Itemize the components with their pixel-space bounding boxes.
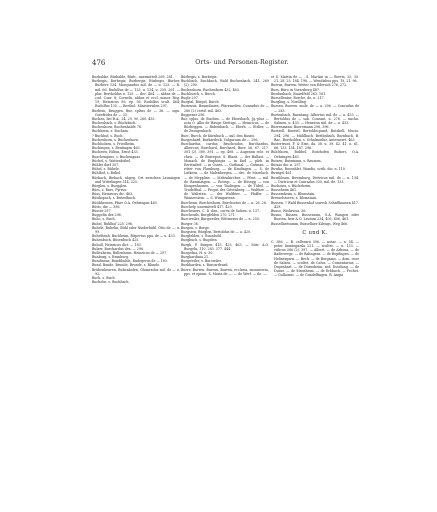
index-entry: Bund, Bunde, Brunde, Brunde, s. Blunde. — [92, 263, 161, 268]
index-entry: Burtzell, Bueriel, Bertoldecpund, Butzkell, Mucia. 294, 296. — Mühlbach, Bettliebach, Bornbach, B. Bar., Bertholden, s. Schalmutlur, Anteraerrt. 463. — [271, 129, 359, 142]
index-entry: Buhelbenh, Buchheim, Bitpertus ppa. de — u. 433. — [92, 234, 176, 239]
index-entry: Buchenw, Hiltun, Ernst 433. — [92, 150, 139, 155]
index-entry: Burs, Büro in Vorariberg 487. — [271, 87, 320, 92]
index-entry: ? Buchhof, s. Buch. — [92, 133, 124, 138]
index-entry: Burgh, P. Burgen 415, 425, 463. — Mitr. A.O. Burgeln, 110. 283. 377. 444. — [181, 242, 269, 251]
index-entry: Burgedna, H. u. 30. — [181, 250, 214, 255]
index-entry: Bresselstoren, s. Blomstain. — [271, 196, 318, 201]
index-entry: Bussemheim, s. Blomstain. — [271, 192, 316, 197]
index-entry: Büsser 297. — [92, 209, 112, 213]
index-entry: Busno, Bussen, Bussenrain, O.A. Wangen oder Bussen, heir A.O. Leutum 234, 405, 406, 461. — [271, 213, 359, 222]
index-entry: Burcweiler, Burgweiler, Wittmerus de — n. 250. — [181, 217, 260, 222]
index-entry: Bussellnetsumm, Bussellaer Kilengs, Weg 466. — [271, 221, 349, 226]
index-entry: Buwiliburn, Buwinburg, Dietricus mil. de — n. 134. — Dietricus et Cunradus 330, mil. de. 133. — [271, 175, 359, 184]
index-entry: Burgling, s. Nordling. — [271, 100, 307, 105]
index-entry: Bucheins, s. Bücheheim. — [271, 183, 312, 188]
index-entry: Burgeshard, Burkardeck, Vulgarium de — 296. — [181, 137, 259, 142]
index-entry: et S. Martin de — , S. Martini in — Brevis, 25, 30. 21. 28. 25. 184. 198. — Wendisbus pps. 19, 21. 96. — [271, 75, 359, 84]
index-entry: Bunburg, s. Branburg. — [92, 255, 129, 260]
index-entry: Burgbuch, s. Bugelen. — [181, 238, 218, 243]
index-entry: Burgweiler, s. Burcwiler. — [181, 259, 222, 264]
index-entry: Burbein, Bruggen, Bur, cpltus de — 36. — sign. Gotefrides de — 33. — [92, 108, 180, 117]
index-entry: Bühler dorf 307. — [92, 162, 120, 167]
index-entry: Bütikheusen, Pfarr O.A. Oehringen 463. — [92, 200, 158, 205]
index-entry: Buggelin dez 296. — [92, 213, 122, 218]
index-entry: Buppener 296. — [181, 112, 206, 117]
index-entry: Burrenmann, Bueremann 296, 396. — [271, 125, 330, 130]
index-entry: Burchely, unermittelt 417. 429. — [181, 204, 233, 209]
index-entry: Burcheners, C. D. den., curva de Salzen. u. 137. — [181, 209, 261, 213]
index-entry: Büraio dio. n. 297. — [271, 162, 302, 167]
index-entry: Buhel, Bühlhof 225, 296. — [92, 221, 134, 226]
index-entry: Bütikopach, s. Butzelbach. — [92, 196, 136, 201]
index-entry: Buchheim, s. Buchain. — [92, 129, 129, 134]
index-entry: Büchel, s. Wattenbühel. — [92, 158, 132, 163]
index-entry: Buhull, Heinricus dict. — 183. — [92, 242, 142, 247]
index-entry: Burgsten, Bürglen, Bertoldus de — u. 420. — [181, 229, 252, 234]
index-entry: Burchardus, cardus, Bruchradus, Burchardus, Albercus, Burchard, Burchard, Burr. 56, 67. 217. 301 (2). 389. 391. — ep. 408. — Augensis ecle. et chris. — de Burrepos. S. Blazii. — der Ballast. — Monach. de Emphingis — in End — pleb. in Eerrinderf. — in Gssen. — Gutlimal. — Gutman. — ritter von Flamburg. — de Kindingen. — S. de Lutkern. — de Malenbergen. — dec. de Marelach. — de Meppline. — Mittenkircher. — Pfrot. — mil. de Rammingen. — Rotrup. — de Rösegg — von Kungenhausen. — von Tauliegen. — de Tübel. — Trudelthal. — Propst des Gittenberg. — Walther. — de Waltsten. — der Walthter. — Pfaffer. — Winnerstein. — S. Wimgartens. — [181, 142, 269, 201]
index-entry: Buchenhorn, Buchenhalde 78. — [92, 125, 142, 130]
page-header — [92, 59, 352, 69]
index-entry: Bussen, ? Wald Bussenhof sowech Schaffhausen 417. 429. — [271, 200, 359, 209]
index-entry: Buwigel 461. — [271, 171, 293, 176]
index-entry: C. 386. — B. cellerarii 396. — notar. — n. 54. — peter Immingarda 221. — scultet. — n. 133. — viilicus 386 (2). 397. — Albert. — de Arbona. — de Baderwege. — de Balingens. — de Bopfingen. — de Helinergarn. — Bech. — de Bergamo. — dom. cure de Salzen. — scultet. de Calva. — Comentarius. — Degenhart. — de Dürnsheim. sed. Esselung. — de Durae. — de Eisenheim. — de Erbbach. — Fechet. — Galhomri. — de Gundelfingen. B. Angia — [271, 239, 359, 278]
index-entry: Buch, s. Buch. — [92, 276, 116, 280]
index-entry: Bundinens, Bundibuhle, Rudegerus de — 183. — [92, 259, 168, 264]
index-entry: Bulchhorn, Bubbel, Butzhofen Bulzeri, O.A. Oehringen 463. — [271, 150, 359, 159]
index-entry: Brübenheuren, Bubenhofen, Ghunradus mil. de — u. 92. — [92, 267, 180, 276]
index-entry: Bürbach, Birbach, abgeg. Ort zwischen Launingen und Wittelingen 314, 325. — [92, 175, 180, 184]
section-heading: C und K. — [302, 229, 328, 236]
index-entry: Bursen, Bueren, mole. de — u. 296. — Conradus de — 283. — [271, 104, 359, 113]
index-entry: Buriensis, Beumdinien, Pfarrmeilen, Cunradus de — 280 (2) certif. mil. 463. — [181, 104, 269, 113]
index-entry: Bürbegis, s. Burbegis. — [181, 75, 218, 79]
index-entry: Burrus, Burren, Weiter von Ederach 276, 272. — [271, 83, 348, 88]
running-title: Orts- und Personen-Register. — [195, 59, 289, 66]
index-entry: Buchholzen, s. Friedheim. — [92, 142, 136, 146]
page-number: 476 — [92, 59, 106, 67]
index-entry: Buhele, Buhelin, Bühl oder Niederbühl, Otto de —, u. 99. — [92, 225, 180, 234]
index-entry: Busso, Wishrious. 36. — [271, 209, 307, 213]
index-entry: Buchenbach, s. Büchibach. — [92, 121, 137, 126]
index-entry: Burkharden, s. Burcardeard. — [181, 263, 229, 268]
index-entry: Buchburch, s. Burch. — [181, 91, 216, 96]
index-entry: Burre, Burren, Burrun, Burren, ecclesia, monasteria, pps. et epium. S. Maria de —. — de Werf. — de. —. — [181, 267, 269, 276]
index-entry: Büss, Heinricus dic. 463. — [92, 192, 134, 197]
index-entry: Buhenbuch, Büsenbuch 425. — [92, 238, 140, 243]
index-entry: Bur, cplus. de Buchen. — de Ebersbach, Jg.-plus — acta Ö. Albo de Hauge Stettigo. — Heinricus. — de Bürbeggen. — Rübenbach. — Eberh. — Ettlier, — de Zweigenbach. — [181, 116, 269, 134]
index-entry: Burdunbach, Buurdfeld 263. 181. — [271, 91, 327, 96]
index-entry: Butzen, Butzmann, s. Baumen. — [271, 158, 322, 163]
index-entry: Buchebe, s. Buchbach. — [92, 280, 130, 285]
index-entry: Burgfelden, s. Buonbold. — [181, 234, 222, 239]
index-entry: Bürs, s. Burs, Pyrrus. — [92, 188, 128, 193]
index-entry: Burtenbach, Buentang, Albertus mil. de — u. 433. — Bertoldus de — sab. Conrant. u. 276. — nacha. Salmen. u. 433. — Henricus mil. de — u. 433. — [271, 112, 359, 126]
index-entry: Buchenhorn, s. Buchenhorn. — [92, 137, 140, 142]
index-entry: Burgtal, Bürgel, Burch. — [181, 100, 220, 105]
index-entry: Buhc, s. Buch. — [92, 217, 116, 222]
index-entry: Bühel, s. Bühele. — [92, 167, 120, 172]
index-entry: Burger 38. — [181, 221, 199, 226]
index-entry: Bütts, die — 396. — [92, 204, 121, 209]
index-entry: Buchingen, s. Bentingen 463. — [92, 146, 141, 151]
index-entry: Burchenn, Burcheshorn, Burchortus de — n. 26. 26. — [181, 200, 267, 205]
index-entry: Bulzer, Burchardus dez. — 296. — [92, 246, 145, 251]
index-entry: Burgen, s. Burge. — [181, 225, 211, 230]
index-entry: Burbaldie, Bürbalde, Bürb., unermittelt 269, 281. — [92, 75, 174, 79]
index-entry: Buchen, bei B.A., 24, 29, 90, 260, 433. — [92, 116, 156, 121]
index-entry: Bullenheim, Bullenheim, Heinricus de — 297. — [92, 250, 168, 255]
index-entry: Bursellentur, Borche, de, n. 217. — [271, 95, 325, 100]
index-entry: Burbegis, Burbegis, Burbergis, Bürbegis, Bürber, Burbere 134. Marquardus mil. de — u. 125. — R. mil. 66. Rudolfus de — 125, u. 134, u. 250, 261. — plur. Bertholdus u. 125. — dec. 464. — abbas de — cod. Conr. 8; Cornelii, abbas et eccl. minor. Reg. 19; Heinricus 56, ep. 56. Rudolfus scult. 464; Rudolfus 135. — Berthol. Ministerialen 297. — [92, 79, 180, 109]
column-3 — [271, 75, 359, 495]
index-entry: Buschenguns, s. Buchenguas. — [92, 154, 142, 159]
index-entry: Busseheim 461. — [271, 188, 298, 193]
index-entry: Burc, Burch, de Kürnbach — mil. den Bassis. — [181, 133, 256, 138]
index-entry: Bürglen, s. Burgglen. — [92, 183, 128, 188]
index-entry: Bühlhof, s. Bühel. — [92, 171, 122, 176]
index-entry: Burcheuils, Burgfelden 270. 271. — [181, 213, 236, 218]
index-entry: Buchbach, Buchbach, Wald Buchenbach, 241. 269 (2). 290. — [181, 79, 269, 88]
column-1 — [92, 75, 180, 495]
index-entry: Burghardinia 21. — [181, 255, 210, 260]
column-2 — [181, 75, 269, 495]
index-entry: Bugle 297. — [181, 95, 199, 100]
index-entry: Buwlin, Buosehlet, Wandio, scrib. dio. n. 110. — [271, 167, 346, 172]
index-entry: Buchenhorn, Buchenhorn 432, 463. — [181, 87, 240, 92]
index-entry: Buttertrunt, F. & Ernt, da. 38. u. 39. 42. 41. u. 61. 66. 133. 134. 187. 296. — [271, 142, 359, 151]
